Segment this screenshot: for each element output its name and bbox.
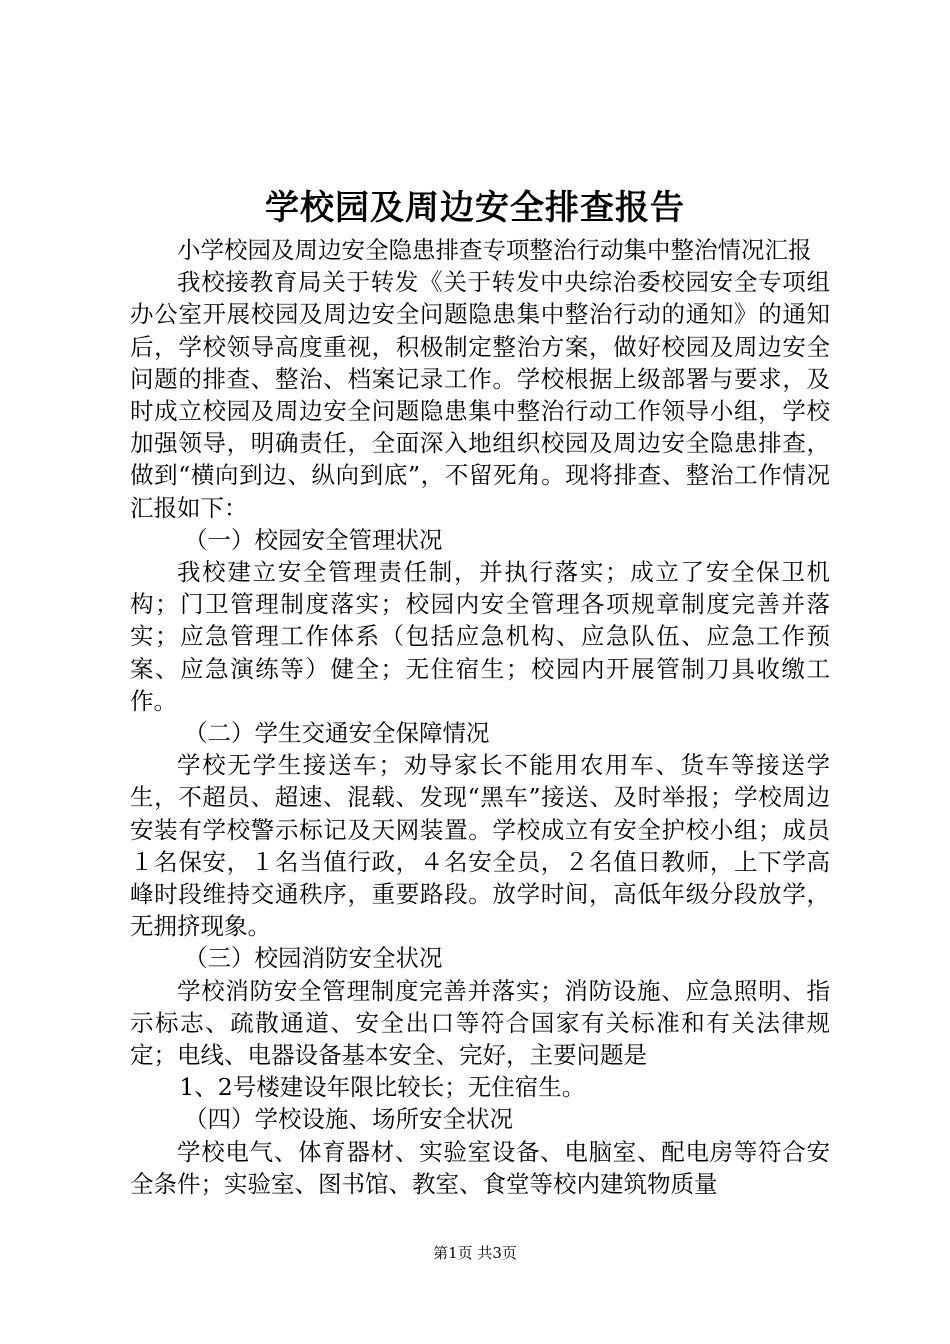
document-body <box>130 234 830 1200</box>
paragraph-intro-heading: 小学校园及周边安全隐患排查专项整治行动集中整治情况汇报 <box>177 236 812 264</box>
page-footer: 第1页 共3页 <box>433 1244 517 1262</box>
document-title: 学校园及周边安全排查报告 <box>265 188 685 228</box>
paragraph-intro: 我校接教育局关于转发《关于转发中央综治委校园安全专项组办公室开展校园及周边安全问题隐患集中整治行动的通知》的通知后，学校领导高度重视，积极制定整治方案，做好校园及周边安全问题的排查、整治、档案记录工作。学校根据上级部署与要求，及时成立校园及周边安全问题隐患集中整治行动工作领导小组，学校加强领导，明确责任，全面深入地组织校园及周边安全隐患排查，做到“横向到边、纵向到底”，不留死角。现将排查、整治工作情况汇报如下： <box>130 268 830 522</box>
paragraph-section-3: 学校消防安全管理制度完善并落实；消防设施、应急照明、指示标志、疏散通道、安全出口等符合国家有关标准和有关法律规定；电线、电器设备基本安全、完好，主要问题是 <box>130 976 830 1070</box>
section-heading-2: （二）学生交通安全保障情况 <box>184 719 490 748</box>
paragraph-section-4: 学校电气、体育器材、实验室设备、电脑室、配电房等符合安全条件；实验室、图书馆、教室、食堂等校内建筑物质量 <box>130 1137 830 1198</box>
section-heading-1: （一）校园安全管理状况 <box>184 525 443 554</box>
section-heading-3: （三）校园消防安全状况 <box>184 944 443 973</box>
paragraph-section-2: 学校无学生接送车；劝导家长不能用农用车、货车等接送学生，不超员、超速、混载、发现“黑车”接送、及时举报；学校周边安装有学校警示标记及天网装置。学校成立有安全护校小组；成员１名保安，１名当值行政，４名安全员，２名值日教师，上下学高峰时段维持交通秩序，重要路段。放学时间，高低年级分段放学，无拥挤现象。 <box>130 751 830 941</box>
paragraph-section-1: 我校建立安全管理责任制，并执行落实；成立了安全保卫机构；门卫管理制度落实；校园内安全管理各项规章制度完善并落实；应急管理工作体系（包括应急机构、应急队伍、应急工作预案、应急演练等）健全；无住宿生；校园内开展管制刀具收缴工作。 <box>130 558 830 715</box>
section-heading-4: （四）学校设施、场所安全状况 <box>184 1105 514 1134</box>
paragraph-section-3-continued: 1、2号楼建设年限比较长；无住宿生。 <box>179 1073 586 1102</box>
